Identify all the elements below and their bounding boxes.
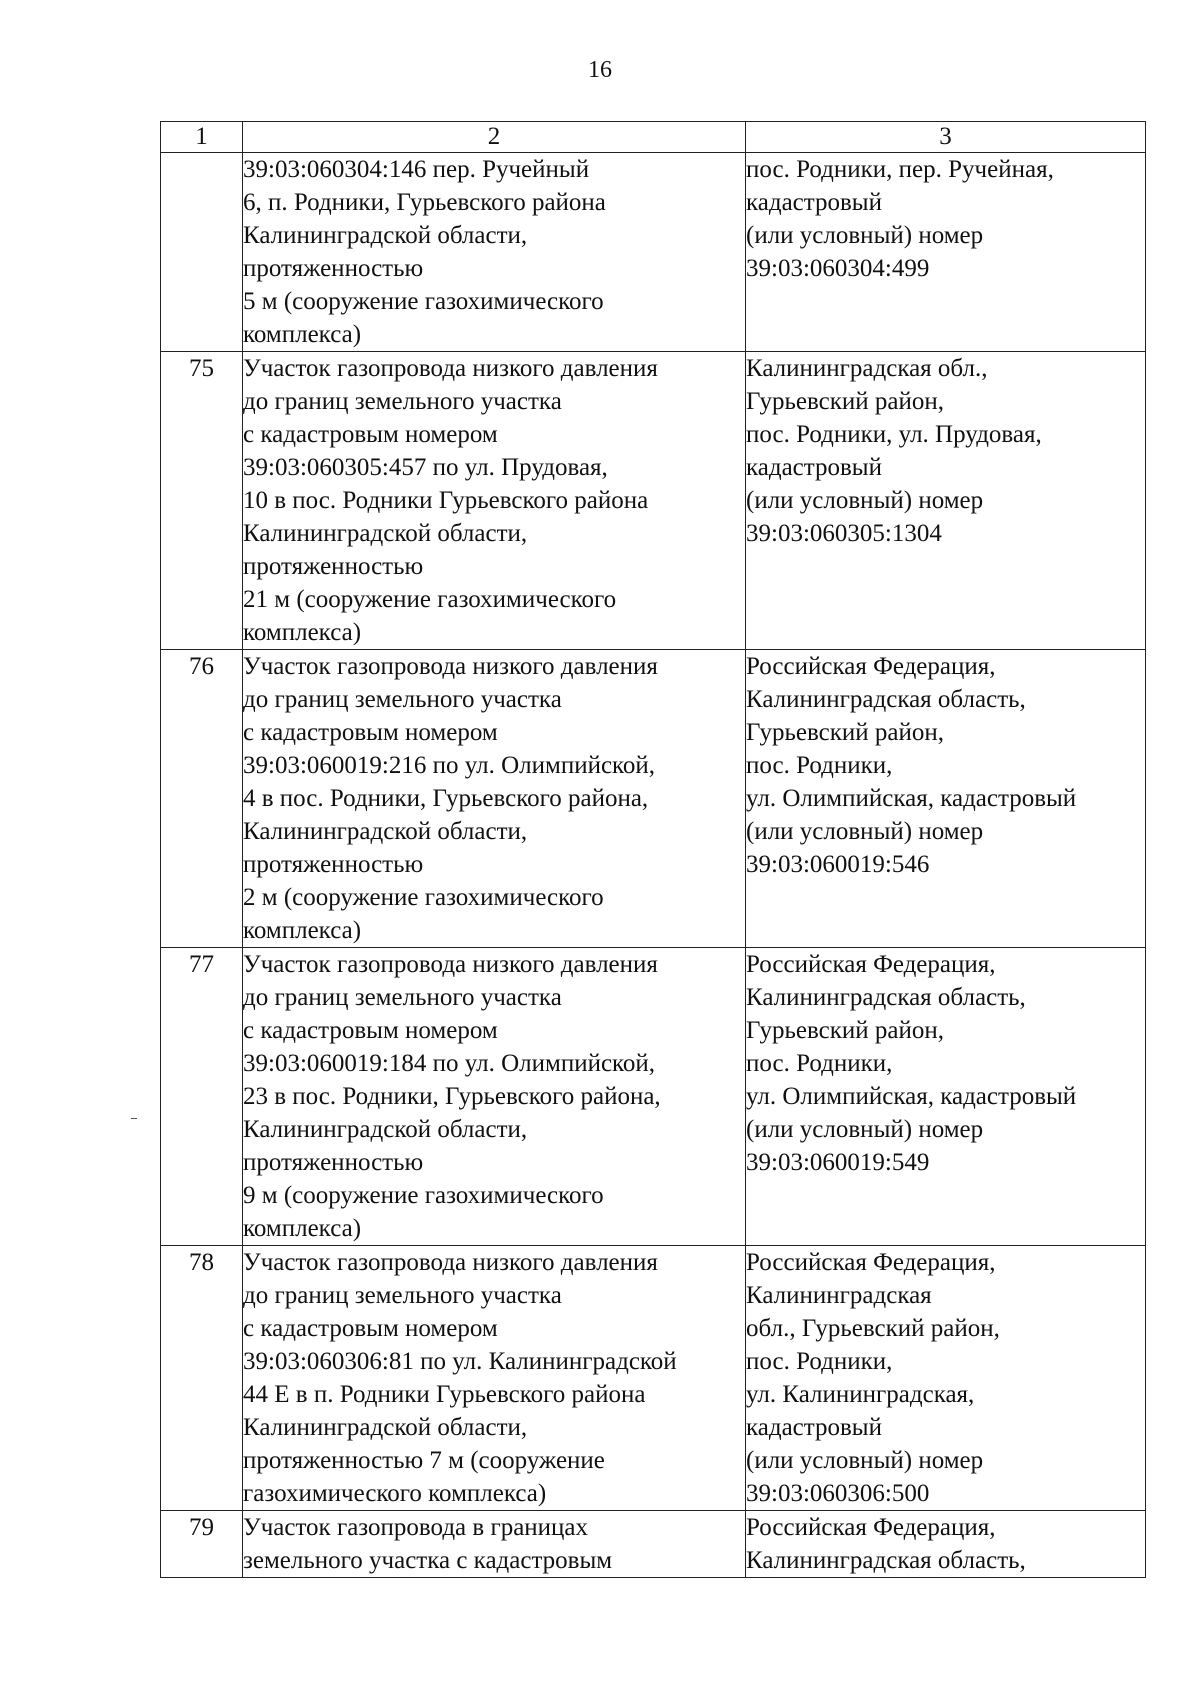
table-body [161,153,1146,1578]
address-line: 39:03:060305:1304 [746,520,942,547]
object-description [243,1246,746,1511]
description-line: 2 м (сооружение газохимического [243,884,604,911]
description-line: 23 в пос. Родники, Гурьевского района, [243,1083,661,1110]
address-line: (или условный) номер [746,818,984,845]
description-line: комплекса) [243,321,362,348]
object-address [746,948,1146,1246]
registry-table [160,121,1146,1578]
description-line: газохимического комплекса) [243,1480,547,1507]
description-line: Участок газопровода в границах [243,1514,589,1541]
description-line: до границ земельного участка [243,1282,562,1309]
row-number: 76 [161,650,243,948]
column-header-1: 1 [161,122,243,153]
description-line: Калининградской области, [243,1116,528,1143]
description-line: Участок газопровода низкого давления [243,355,658,382]
description-line: 39:03:060304:146 пер. Ручейный [243,156,590,183]
table-row [161,352,1146,650]
description-line: 4 в пос. Родники, Гурьевского района, [243,785,649,812]
address-line: ул. Олимпийская, кадастровый [746,1083,1077,1110]
address-line: Калининградская [746,1282,932,1309]
description-line: Калининградской области, [243,818,528,845]
description-line: Калининградской области, [243,222,528,249]
address-line: пос. Родники, [746,1050,893,1077]
object-description [243,1511,746,1578]
description-line: 9 м (сооружение газохимического [243,1182,604,1209]
address-line: Гурьевский район, [746,719,945,746]
description-line: 39:03:060305:457 по ул. Прудовая, [243,454,608,481]
table-row [161,1511,1146,1578]
description-line: Участок газопровода низкого давления [243,951,658,978]
address-line: обл., Гурьевский район, [746,1315,1000,1342]
address-line: Гурьевский район, [746,388,945,415]
column-header-3: 3 [746,122,1146,153]
address-line: Российская Федерация, [746,951,996,978]
description-line: Участок газопровода низкого давления [243,1249,658,1276]
description-line: протяженностью [243,1149,424,1176]
row-number [161,153,243,352]
object-address [746,352,1146,650]
description-line: с кадастровым номером [243,719,498,746]
description-line: Калининградской области, [243,1414,528,1441]
object-address [746,1511,1146,1578]
description-line: до границ земельного участка [243,388,562,415]
description-line: 39:03:060306:81 по ул. Калининградской [243,1348,677,1375]
address-line: 39:03:060306:500 [746,1480,930,1507]
description-line: до границ земельного участка [243,984,562,1011]
description-line: 10 в пос. Родники Гурьевского района [243,487,649,514]
description-line: 5 м (сооружение газохимического [243,288,604,315]
address-line: пос. Родники, [746,1348,893,1375]
table-row [161,948,1146,1246]
address-line: (или условный) номер [746,1447,984,1474]
address-line: ул. Олимпийская, кадастровый [746,785,1077,812]
description-line: 39:03:060019:216 по ул. Олимпийской, [243,752,656,779]
table-row [161,650,1146,948]
object-description [243,650,746,948]
object-description [243,948,746,1246]
address-line: ул. Калининградская, [746,1381,975,1408]
address-line: (или условный) номер [746,222,984,249]
address-line: Калининградская область, [746,1547,1026,1574]
address-line: 39:03:060304:499 [746,255,930,282]
address-line: кадастровый [746,1414,882,1441]
address-line: 39:03:060019:546 [746,851,930,878]
address-line: Российская Федерация, [746,1514,996,1541]
row-number: 79 [161,1511,243,1578]
description-line: 21 м (сооружение газохимического [243,586,617,613]
address-line: пос. Родники, [746,752,893,779]
description-line: протяженностью 7 м (сооружение [243,1447,605,1474]
description-line: комплекса) [243,619,362,646]
row-number: 75 [161,352,243,650]
address-line: пос. Родники, ул. Прудовая, [746,421,1042,448]
column-header-2: 2 [243,122,746,153]
description-line: 39:03:060019:184 по ул. Олимпийской, [243,1050,656,1077]
address-line: (или условный) номер [746,1116,984,1143]
address-line: Калининградская обл., [746,355,988,382]
object-address [746,650,1146,948]
address-line: (или условный) номер [746,487,984,514]
description-line: Участок газопровода низкого давления [243,653,658,680]
address-line: Калининградская область, [746,984,1026,1011]
description-line: протяженностью [243,553,424,580]
description-line: 6, п. Родники, Гурьевского района [243,189,606,216]
description-line: с кадастровым номером [243,421,498,448]
object-description [243,153,746,352]
table-header-row [161,122,1146,153]
address-line: Калининградская область, [746,686,1026,713]
description-line: земельного участка с кадастровым [243,1547,613,1574]
description-line: с кадастровым номером [243,1315,498,1342]
description-line: до границ земельного участка [243,686,562,713]
description-line: комплекса) [243,917,362,944]
table-row [161,1246,1146,1511]
description-line: протяженностью [243,851,424,878]
object-description [243,352,746,650]
address-line: пос. Родники, пер. Ручейная, [746,156,1054,183]
description-line: протяженностью [243,255,424,282]
table-row [161,153,1146,352]
address-line: кадастровый [746,189,882,216]
description-line: комплекса) [243,1215,362,1242]
address-line: Гурьевский район, [746,1017,945,1044]
address-line: 39:03:060019:549 [746,1149,930,1176]
stray-mark [131,1118,137,1119]
row-number: 78 [161,1246,243,1511]
address-line: Российская Федерация, [746,653,996,680]
object-address [746,1246,1146,1511]
row-number: 77 [161,948,243,1246]
description-line: с кадастровым номером [243,1017,498,1044]
description-line: 44 Е в п. Родники Гурьевского района [243,1381,646,1408]
address-line: Российская Федерация, [746,1249,996,1276]
address-line: кадастровый [746,454,882,481]
page-number: 16 [588,57,612,83]
object-address [746,153,1146,352]
description-line: Калининградской области, [243,520,528,547]
